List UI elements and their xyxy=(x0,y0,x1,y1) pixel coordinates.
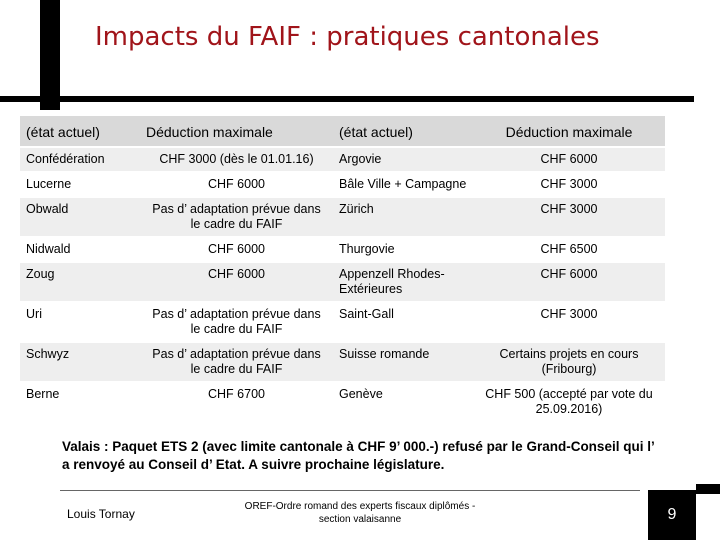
footer-accent-bar xyxy=(696,484,720,494)
canton-cell: Schwyz xyxy=(20,342,140,382)
deduction-cell: CHF 3000 xyxy=(473,172,665,197)
deduction-cell: CHF 6000 xyxy=(473,262,665,302)
slide-title: Impacts du FAIF : pratiques cantonales xyxy=(95,22,600,52)
table-row xyxy=(20,302,665,342)
table-row xyxy=(20,237,665,262)
deduction-cell: CHF 500 (accepté par vote du 25.09.2016) xyxy=(473,382,665,422)
canton-cell: Genève xyxy=(333,382,473,422)
canton-cell: Argovie xyxy=(333,147,473,172)
deduction-cell: CHF 6000 xyxy=(140,262,333,302)
header-cell: Déduction maximale xyxy=(473,116,665,147)
table-row xyxy=(20,262,665,302)
header-cell: (état actuel) xyxy=(333,116,473,147)
table-row xyxy=(20,172,665,197)
deduction-cell: Certains projets en cours (Fribourg) xyxy=(473,342,665,382)
canton-cell: Berne xyxy=(20,382,140,422)
canton-cell: Uri xyxy=(20,302,140,342)
valais-note: Valais : Paquet ETS 2 (avec limite cantonale à CHF 9’ 000.-) refusé par le Grand-Conseil qui l’ a renvoyé au Conseil d’ Etat. A suivre prochaine législature. xyxy=(62,439,654,472)
deduction-cell: CHF 3000 xyxy=(473,197,665,237)
deduction-cell: Pas d’ adaptation prévue dans le cadre du FAIF xyxy=(140,197,333,237)
deduction-cell: CHF 6500 xyxy=(473,237,665,262)
table-row xyxy=(20,147,665,172)
canton-cell: Zürich xyxy=(333,197,473,237)
table-row xyxy=(20,342,665,382)
canton-cell: Saint-Gall xyxy=(333,302,473,342)
canton-cell: Bâle Ville + Campagne xyxy=(333,172,473,197)
canton-cell: Confédération xyxy=(20,147,140,172)
deduction-cell: CHF 6700 xyxy=(140,382,333,422)
table-row xyxy=(20,382,665,422)
header-cell: (état actuel) xyxy=(20,116,140,147)
canton-cell: Nidwald xyxy=(20,237,140,262)
deduction-cell: CHF 6000 xyxy=(140,172,333,197)
table-header-row xyxy=(20,116,665,147)
deduction-cell: CHF 3000 xyxy=(473,302,665,342)
title-divider xyxy=(0,96,694,102)
deduction-cell: CHF 6000 xyxy=(473,147,665,172)
cantonal-practices-table xyxy=(20,116,665,423)
page-number: 9 xyxy=(648,490,696,540)
canton-cell: Thurgovie xyxy=(333,237,473,262)
table-row xyxy=(20,197,665,237)
canton-cell: Obwald xyxy=(20,197,140,237)
canton-cell: Suisse romande xyxy=(333,342,473,382)
deduction-cell: CHF 3000 (dès le 01.01.16) xyxy=(140,147,333,172)
footer-divider xyxy=(60,490,640,491)
canton-cell: Appenzell Rhodes-Extérieures xyxy=(333,262,473,302)
deduction-cell: Pas d’ adaptation prévue dans le cadre du FAIF xyxy=(140,342,333,382)
left-accent-bar xyxy=(40,0,60,110)
canton-cell: Lucerne xyxy=(20,172,140,197)
deduction-cell: CHF 6000 xyxy=(140,237,333,262)
footer-organization: OREF-Ordre romand des experts fiscaux diplômés - section valaisanne xyxy=(244,501,476,525)
footer-author: Louis Tornay xyxy=(67,507,135,521)
deduction-cell: Pas d’ adaptation prévue dans le cadre du FAIF xyxy=(140,302,333,342)
canton-cell: Zoug xyxy=(20,262,140,302)
header-cell: Déduction maximale xyxy=(140,116,333,147)
